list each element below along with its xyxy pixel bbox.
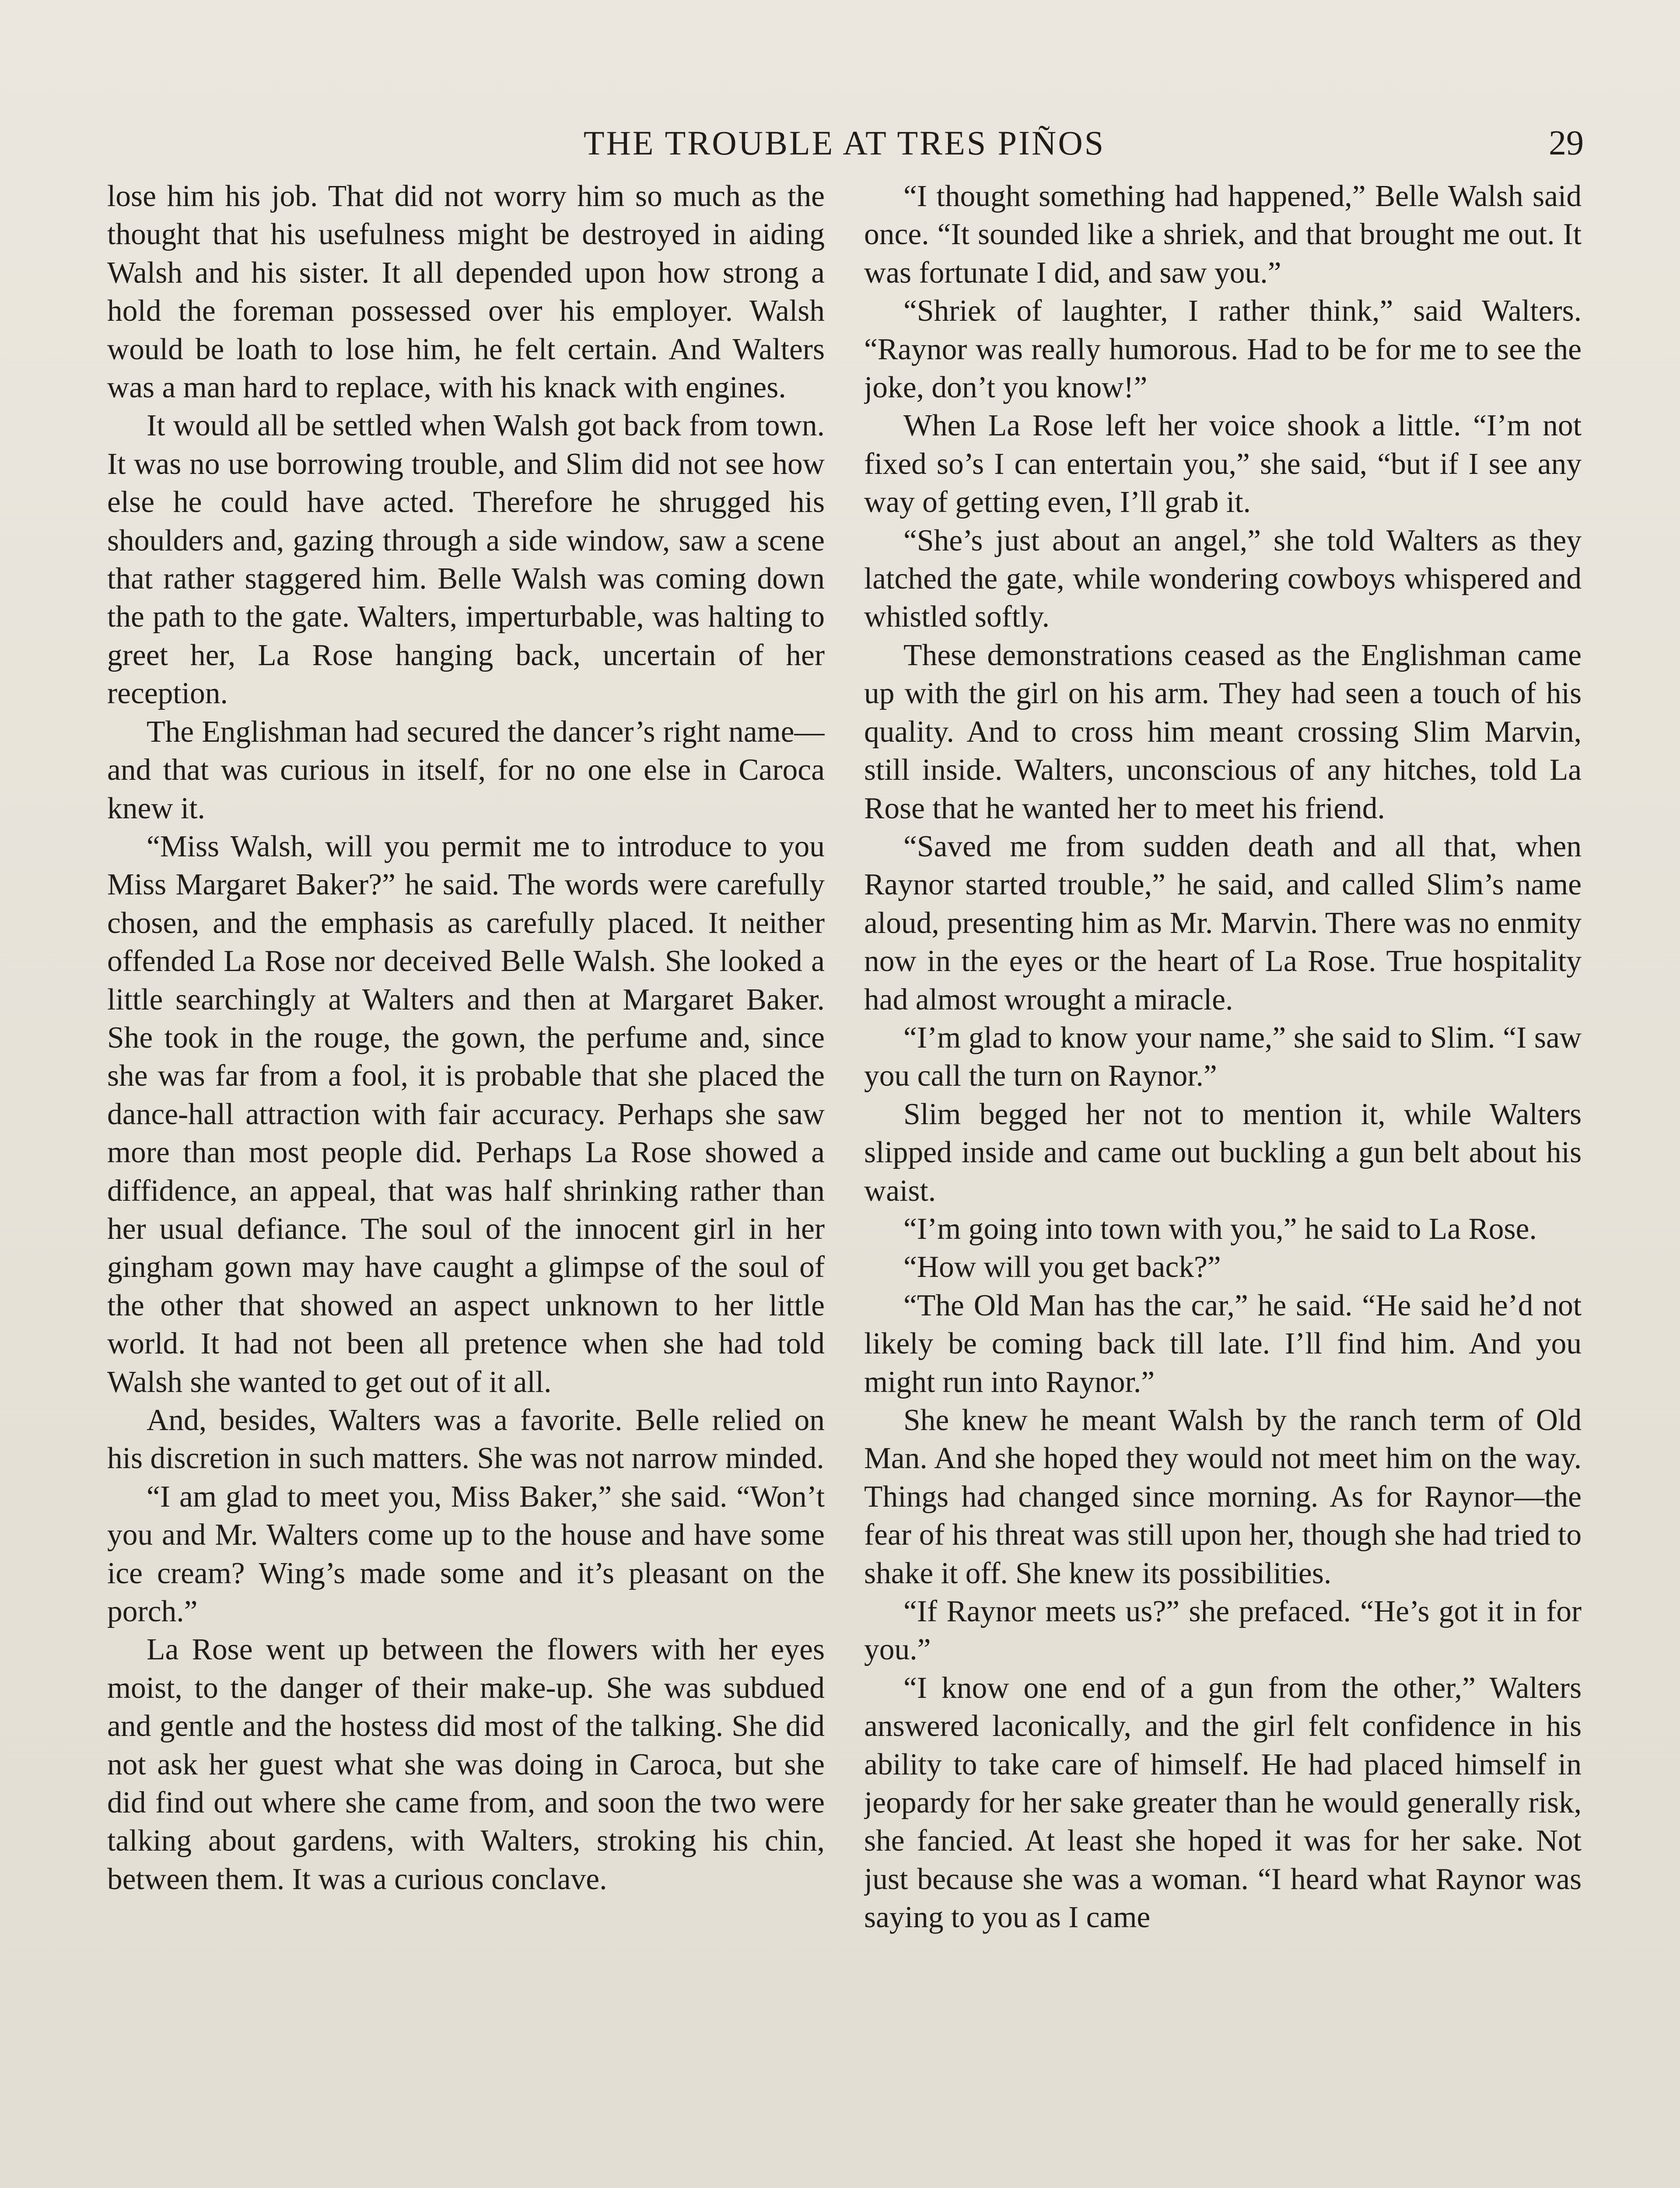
paragraph: “How will you get back?” xyxy=(903,1250,1221,1284)
paragraph: “Saved me from sudden death and all that, when Raynor started trouble,” he said, and called Slim’s name aloud, presenting him as Mr. Marvin. There was no enmity now in the eyes or the heart of La Rose. True hospitality had almost wrought a miracle. xyxy=(864,829,1582,1017)
paragraph: “I’m glad to know your name,” she said to Slim. “I saw you call the turn on Raynor.” xyxy=(864,1020,1582,1093)
paragraph: “I am glad to meet you, Miss Baker,” she said. “Won’t you and Mr. Walters come up to the house and have some ice cream? Wing’s made some and it’s pleasant on the porch.” xyxy=(107,1480,825,1629)
paragraph: “Miss Walsh, will you permit me to introduce to you Miss Margaret Baker?” he said. The words were carefully chosen, and the emphasis as carefully placed. It neither offended La Rose nor deceived Belle Walsh. She looked a little searchingly at Walters and then at Margaret Baker. She took in the rouge, the gown, the perfume and, since she was far from a fool, it is probable that she placed the dance-hall attraction with fair accuracy. Perhaps she saw more than most people did. Perhaps La Rose showed a diffidence, an appeal, that was half shrinking rather than her usual defiance. The soul of the innocent girl in her gingham gown may have caught a glimpse of the soul of the other that showed an aspect unknown to her little world. It had not been all pretence when she had told Walsh she wanted to get out of it all. xyxy=(107,829,825,1399)
paragraph: “She’s just about an angel,” she told Walters as they latched the gate, while wondering cowboys whispered and whistled softly. xyxy=(864,523,1582,634)
paragraph: When La Rose left her voice shook a little. “I’m not fixed so’s I can entertain you,” she said, “but if I see any way of getting even, I’ll grab it. xyxy=(864,409,1582,519)
right-column xyxy=(864,177,1582,2188)
paragraph: “Shriek of laughter, I rather think,” said Walters. “Raynor was really humorous. Had to be for me to see the joke, don’t you know!” xyxy=(864,294,1582,405)
paragraph: “I’m going into town with you,” he said to La Rose. xyxy=(903,1212,1537,1246)
running-title: THE TROUBLE AT TRES PIÑOS xyxy=(583,124,1106,162)
paragraph: The Englishman had secured the dancer’s right name—and that was curious in itself, for no one else in Caroca knew it. xyxy=(107,715,825,825)
paragraph: “I know one end of a gun from the other,” Walters answered laconically, and the girl felt confidence in his ability to take care of himself. He had placed himself in jeopardy for her sake greater than he would generally risk, she fancied. At least she hoped it was for her sake. Not just because she was a woman. “I heard what Raynor was saying to you as I came xyxy=(864,1671,1582,1935)
paragraph: “The Old Man has the car,” he said. “He said he’d not likely be coming back till late. I’ll find him. And you might run into Raynor.” xyxy=(864,1288,1582,1399)
running-header xyxy=(105,119,1584,167)
paragraph: These demonstrations ceased as the Englishman came up with the girl on his arm. They had seen a touch of his quality. And to cross him meant crossing Slim Marvin, still inside. Walters, unconscious of any hitches, told La Rose that he wanted her to meet his friend. xyxy=(864,638,1582,825)
paragraph: And, besides, Walters was a favorite. Belle relied on his discretion in such matters. She was not narrow minded. xyxy=(107,1403,825,1476)
paragraph: lose him his job. That did not worry him so much as the thought that his usefulness might be destroyed in aiding Walsh and his sister. It all depended upon how strong a hold the foreman possessed over his employer. Walsh would be loath to lose him, he felt certain. And Walters was a man hard to replace, with his knack with engines. xyxy=(107,179,825,405)
left-column xyxy=(107,177,825,2188)
paragraph: La Rose went up between the flowers with her eyes moist, to the danger of their make-up. She was subdued and gentle and the hostess did most of the talking. She did not ask her guest what she was doing in Caroca, but she did find out where she came from, and soon the two were talking about gardens, with Walters, stroking his chin, between them. It was a curious conclave. xyxy=(107,1633,825,1896)
paragraph: It would all be settled when Walsh got back from town. It was no use borrowing trouble, and Slim did not see how else he could have acted. Therefore he shrugged his shoulders and, gazing through a side window, saw a scene that rather staggered him. Belle Walsh was coming down the path to the gate. Walters, imperturbable, was halting to greet her, La Rose hanging back, uncertain of her reception. xyxy=(107,409,825,711)
page-number: 29 xyxy=(1549,124,1584,162)
paragraph: Slim begged her not to mention it, while Walters slipped inside and came out buckling a gun belt about his waist. xyxy=(864,1097,1582,1208)
paragraph: “If Raynor meets us?” she prefaced. “He’s got it in for you.” xyxy=(864,1595,1582,1667)
paragraph: “I thought something had happened,” Belle Walsh said once. “It sounded like a shriek, and that brought me out. It was fortunate I did, and saw you.” xyxy=(864,179,1582,290)
paragraph: She knew he meant Walsh by the ranch term of Old Man. And she hoped they would not meet him on the way. Things had changed since morning. As for Raynor—the fear of his threat was still upon her, though she had tried to shake it off. She knew its possibilities. xyxy=(864,1403,1582,1590)
